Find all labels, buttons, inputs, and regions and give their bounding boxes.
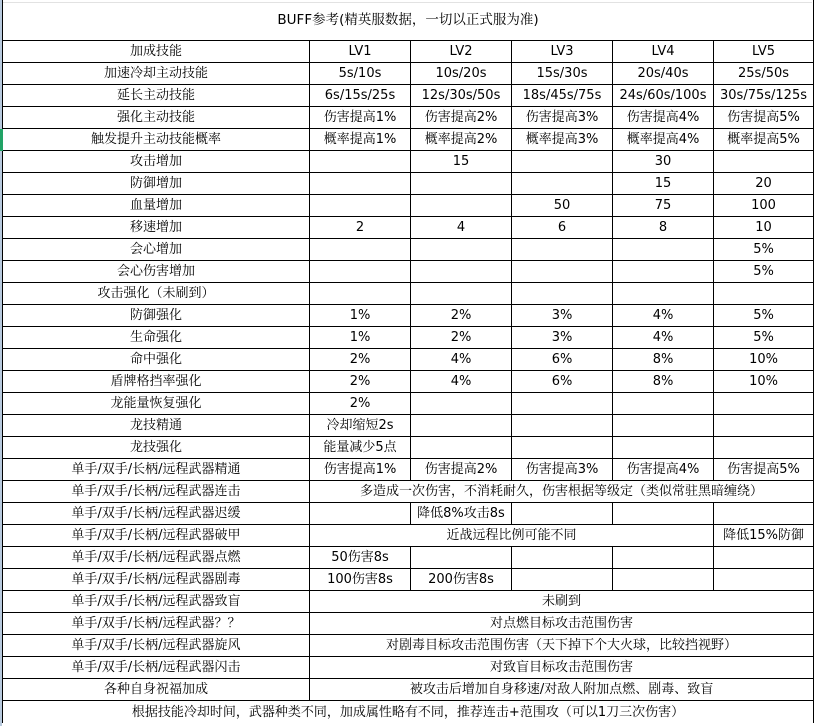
lv3-value-cell[interactable] [512, 261, 613, 283]
skill-name-cell[interactable]: 单手/双手/长柄/远程武器破甲 [3, 525, 310, 547]
lv4-value-cell[interactable]: 75 [613, 195, 714, 217]
lv5-value-cell[interactable]: 100 [714, 195, 814, 217]
table-row [3, 85, 814, 107]
skill-name-cell[interactable]: 单手/双手/长柄/远程武器迟缓 [3, 503, 310, 525]
lv1-value-cell[interactable]: 概率提高1% [310, 129, 411, 151]
skill-name-cell[interactable]: 单手/双手/长柄/远程武器精通 [3, 459, 310, 481]
header-lv3[interactable]: LV3 [512, 41, 613, 63]
lv5-value-cell[interactable] [714, 569, 814, 591]
lv2-value-cell[interactable] [411, 547, 512, 569]
lv1-value-cell[interactable]: 冷却缩短2s [310, 415, 411, 437]
skill-name-cell[interactable]: 攻击增加 [3, 151, 310, 173]
lv1-value-cell[interactable] [310, 195, 411, 217]
lv3-value-cell[interactable]: 6% [512, 349, 613, 371]
skill-name-cell[interactable]: 各种自身祝福加成 [3, 679, 310, 701]
lv3-value-cell[interactable]: 15s/30s [512, 63, 613, 85]
title-row [3, 0, 814, 41]
lv1-value-cell[interactable]: 2 [310, 217, 411, 239]
skill-name-cell[interactable]: 会心增加 [3, 239, 310, 261]
lv1-value-cell[interactable]: 2% [310, 393, 411, 415]
table-row [3, 635, 814, 657]
table-row [3, 239, 814, 261]
lv1-value-cell[interactable]: 伤害提高1% [310, 459, 411, 481]
merged-value-cell[interactable]: 对致盲目标攻击范围伤害 [310, 657, 814, 679]
lv2-value-cell[interactable] [411, 173, 512, 195]
lv2-value-cell[interactable]: 4% [411, 349, 512, 371]
lv1-value-cell[interactable]: 2% [310, 349, 411, 371]
skill-name-cell[interactable]: 延长主动技能 [3, 85, 310, 107]
lv5-value-cell[interactable]: 概率提高5% [714, 129, 814, 151]
lv4-value-cell[interactable] [613, 415, 714, 437]
lv5-value-cell[interactable]: 25s/50s [714, 63, 814, 85]
table-row [3, 305, 814, 327]
table-row [3, 151, 814, 173]
skill-name-cell[interactable]: 移速增加 [3, 217, 310, 239]
skill-name-cell[interactable]: 血量增加 [3, 195, 310, 217]
lv4-value-cell[interactable] [613, 283, 714, 305]
merged-value-cell[interactable]: 多造成一次伤害，不消耗耐久，伤害根据等级定（类似常驻黑暗缠绕） [310, 481, 814, 503]
lv3-value-cell[interactable]: 3% [512, 327, 613, 349]
lv3-value-cell[interactable]: 50 [512, 195, 613, 217]
buff-reference-table [2, 0, 814, 723]
lv5-value-cell[interactable] [714, 393, 814, 415]
skill-name-cell[interactable]: 触发提升主动技能概率 [3, 129, 310, 151]
table-row [3, 63, 814, 85]
lv4-value-cell[interactable] [613, 569, 714, 591]
table-row [3, 415, 814, 437]
skill-name-cell[interactable]: 防御增加 [3, 173, 310, 195]
table-row [3, 657, 814, 679]
lv2-value-cell[interactable]: 2% [411, 305, 512, 327]
lv1-value-cell[interactable] [310, 283, 411, 305]
table-row [3, 481, 814, 503]
lv1-value-cell[interactable] [310, 261, 411, 283]
lv4-value-cell[interactable]: 4% [613, 327, 714, 349]
lv4-value-cell[interactable]: 20s/40s [613, 63, 714, 85]
skill-name-cell[interactable]: 单手/双手/长柄/远程武器剧毒 [3, 569, 310, 591]
merged-value-cell[interactable]: 未刷到 [310, 591, 814, 613]
skill-name-cell[interactable]: 单手/双手/长柄/远程武器旋风 [3, 635, 310, 657]
merged-value-cell[interactable]: 被攻击后增加自身移速/对敌人附加点燃、剧毒、致盲 [310, 679, 814, 701]
lv1-value-cell[interactable]: 1% [310, 327, 411, 349]
skill-name-cell[interactable]: 防御强化 [3, 305, 310, 327]
lv2-value-cell[interactable] [411, 195, 512, 217]
lv4-value-cell[interactable] [613, 261, 714, 283]
skill-name-cell[interactable]: 会心伤害增加 [3, 261, 310, 283]
skill-name-cell[interactable]: 单手/双手/长柄/远程武器？？ [3, 613, 310, 635]
lv5-value-cell[interactable]: 5% [714, 327, 814, 349]
merged-value-cell[interactable]: 对点燃目标攻击范围伤害 [310, 613, 814, 635]
lv4-value-cell[interactable]: 4% [613, 305, 714, 327]
table-row [3, 503, 814, 525]
sheet-title[interactable]: BUFF参考(精英服数据，一切以正式服为准) [3, 0, 814, 41]
lv3-value-cell[interactable] [512, 547, 613, 569]
lv2-value-cell[interactable]: 2% [411, 327, 512, 349]
lv3-value-cell[interactable] [512, 503, 613, 525]
lv4-value-cell[interactable]: 30 [613, 151, 714, 173]
skill-name-cell[interactable]: 单手/双手/长柄/远程武器致盲 [3, 591, 310, 613]
table-row [3, 129, 814, 151]
lv1-value-cell[interactable]: 50伤害8s [310, 547, 411, 569]
lv4-value-cell[interactable] [613, 503, 714, 525]
header-lv5[interactable]: LV5 [714, 41, 814, 63]
lv2-value-cell[interactable]: 伤害提高2% [411, 459, 512, 481]
lv5-value-cell[interactable]: 5% [714, 261, 814, 283]
lv3-value-cell[interactable] [512, 151, 613, 173]
lv2-value-cell[interactable]: 12s/30s/50s [411, 85, 512, 107]
lv2-value-cell[interactable]: 4% [411, 371, 512, 393]
lv5-value-cell[interactable] [714, 151, 814, 173]
lv4-value-cell[interactable]: 15 [613, 173, 714, 195]
lv3-value-cell[interactable]: 6% [512, 371, 613, 393]
header-skill-label[interactable]: 加成技能 [3, 41, 310, 63]
lv3-value-cell[interactable] [512, 283, 613, 305]
table-body [3, 63, 814, 701]
lv1-value-cell[interactable] [310, 239, 411, 261]
skill-name-cell[interactable]: 生命强化 [3, 327, 310, 349]
lv3-value-cell[interactable]: 概率提高3% [512, 129, 613, 151]
skill-name-cell[interactable]: 单手/双手/长柄/远程武器连击 [3, 481, 310, 503]
table-row [3, 459, 814, 481]
lv1-value-cell[interactable] [310, 173, 411, 195]
lv2-value-cell[interactable]: 4 [411, 217, 512, 239]
lv2-value-cell[interactable]: 15 [411, 151, 512, 173]
header-row [3, 41, 814, 63]
skill-name-cell[interactable]: 攻击强化（未刷到） [3, 283, 310, 305]
lv4-value-cell[interactable]: 伤害提高4% [613, 459, 714, 481]
skill-name-cell[interactable]: 龙能量恢复强化 [3, 393, 310, 415]
table-row [3, 349, 814, 371]
table-row [3, 261, 814, 283]
table-row [3, 195, 814, 217]
table-row [3, 569, 814, 591]
lv4-value-cell[interactable] [613, 239, 714, 261]
skill-name-cell[interactable]: 强化主动技能 [3, 107, 310, 129]
skill-name-cell[interactable]: 单手/双手/长柄/远程武器点燃 [3, 547, 310, 569]
lv2-value-cell[interactable]: 概率提高2% [411, 129, 512, 151]
lv1-value-cell[interactable] [310, 151, 411, 173]
table-row [3, 327, 814, 349]
lv5-value-cell[interactable]: 降低15%防御 [714, 525, 814, 547]
table-row [3, 679, 814, 701]
lv5-value-cell[interactable]: 30s/75s/125s [714, 85, 814, 107]
lv3-value-cell[interactable]: 3% [512, 305, 613, 327]
lv3-value-cell[interactable] [512, 437, 613, 459]
lv2-value-cell[interactable] [411, 283, 512, 305]
table-row [3, 547, 814, 569]
lv5-value-cell[interactable] [714, 437, 814, 459]
header-lv4[interactable]: LV4 [613, 41, 714, 63]
lv1-value-cell[interactable]: 6s/15s/25s [310, 85, 411, 107]
table-row [3, 591, 814, 613]
lv2-value-cell[interactable]: 伤害提高2% [411, 107, 512, 129]
lv3-value-cell[interactable] [512, 569, 613, 591]
lv4-value-cell[interactable] [613, 547, 714, 569]
lv3-value-cell[interactable]: 伤害提高3% [512, 459, 613, 481]
lv4-value-cell[interactable]: 8 [613, 217, 714, 239]
footer-note[interactable]: 根据技能冷却时间，武器种类不同，加成属性略有不同，推荐连击+范围攻（可以1刀三次伤害） [3, 701, 814, 724]
lv3-value-cell[interactable] [512, 239, 613, 261]
lv1-value-cell[interactable]: 能量减少5点 [310, 437, 411, 459]
lv2-value-cell[interactable]: 降低8%攻击8s [411, 503, 512, 525]
lv4-value-cell[interactable] [613, 437, 714, 459]
lv2-value-cell[interactable] [411, 393, 512, 415]
merged-value-cell[interactable]: 近战远程比例可能不同 [310, 525, 714, 547]
table-row [3, 393, 814, 415]
lv5-value-cell[interactable]: 10% [714, 371, 814, 393]
lv2-value-cell[interactable] [411, 437, 512, 459]
table-row [3, 525, 814, 547]
lv4-value-cell[interactable] [613, 393, 714, 415]
lv3-value-cell[interactable]: 6 [512, 217, 613, 239]
lv1-value-cell[interactable]: 100伤害8s [310, 569, 411, 591]
lv4-value-cell[interactable]: 伤害提高4% [613, 107, 714, 129]
table-row [3, 107, 814, 129]
lv5-value-cell[interactable]: 5% [714, 239, 814, 261]
lv1-value-cell[interactable]: 1% [310, 305, 411, 327]
lv5-value-cell[interactable]: 伤害提高5% [714, 459, 814, 481]
lv3-value-cell[interactable] [512, 393, 613, 415]
lv2-value-cell[interactable] [411, 239, 512, 261]
active-row-marker [0, 129, 3, 151]
lv3-value-cell[interactable]: 18s/45s/75s [512, 85, 613, 107]
table-row [3, 217, 814, 239]
lv3-value-cell[interactable]: 伤害提高3% [512, 107, 613, 129]
lv1-value-cell[interactable] [310, 503, 411, 525]
lv4-value-cell[interactable]: 8% [613, 371, 714, 393]
lv2-value-cell[interactable]: 200伤害8s [411, 569, 512, 591]
header-lv1[interactable]: LV1 [310, 41, 411, 63]
lv4-value-cell[interactable]: 24s/60s/100s [613, 85, 714, 107]
skill-name-cell[interactable]: 龙技精通 [3, 415, 310, 437]
lv5-value-cell[interactable]: 伤害提高5% [714, 107, 814, 129]
table-row [3, 437, 814, 459]
skill-name-cell[interactable]: 加速冷却主动技能 [3, 63, 310, 85]
lv1-value-cell[interactable]: 伤害提高1% [310, 107, 411, 129]
table-row [3, 371, 814, 393]
lv5-value-cell[interactable]: 5% [714, 305, 814, 327]
lv3-value-cell[interactable] [512, 415, 613, 437]
lv4-value-cell[interactable]: 概率提高4% [613, 129, 714, 151]
lv3-value-cell[interactable] [512, 173, 613, 195]
lv2-value-cell[interactable]: 10s/20s [411, 63, 512, 85]
footer-row [3, 701, 814, 724]
skill-name-cell[interactable]: 龙技强化 [3, 437, 310, 459]
lv2-value-cell[interactable] [411, 261, 512, 283]
lv5-value-cell[interactable] [714, 547, 814, 569]
header-lv2[interactable]: LV2 [411, 41, 512, 63]
merged-value-cell[interactable]: 对剧毒目标攻击范围伤害（天下掉下个大火球，比较挡视野） [310, 635, 814, 657]
lv5-value-cell[interactable] [714, 283, 814, 305]
skill-name-cell[interactable]: 盾牌格挡率强化 [3, 371, 310, 393]
lv5-value-cell[interactable] [714, 503, 814, 525]
lv5-value-cell[interactable]: 10 [714, 217, 814, 239]
table-row [3, 173, 814, 195]
lv1-value-cell[interactable]: 5s/10s [310, 63, 411, 85]
lv4-value-cell[interactable]: 8% [613, 349, 714, 371]
lv2-value-cell[interactable] [411, 415, 512, 437]
lv1-value-cell[interactable]: 2% [310, 371, 411, 393]
table-row [3, 613, 814, 635]
lv5-value-cell[interactable]: 10% [714, 349, 814, 371]
lv5-value-cell[interactable] [714, 415, 814, 437]
lv5-value-cell[interactable]: 20 [714, 173, 814, 195]
table-row [3, 283, 814, 305]
skill-name-cell[interactable]: 单手/双手/长柄/远程武器闪击 [3, 657, 310, 679]
skill-name-cell[interactable]: 命中强化 [3, 349, 310, 371]
